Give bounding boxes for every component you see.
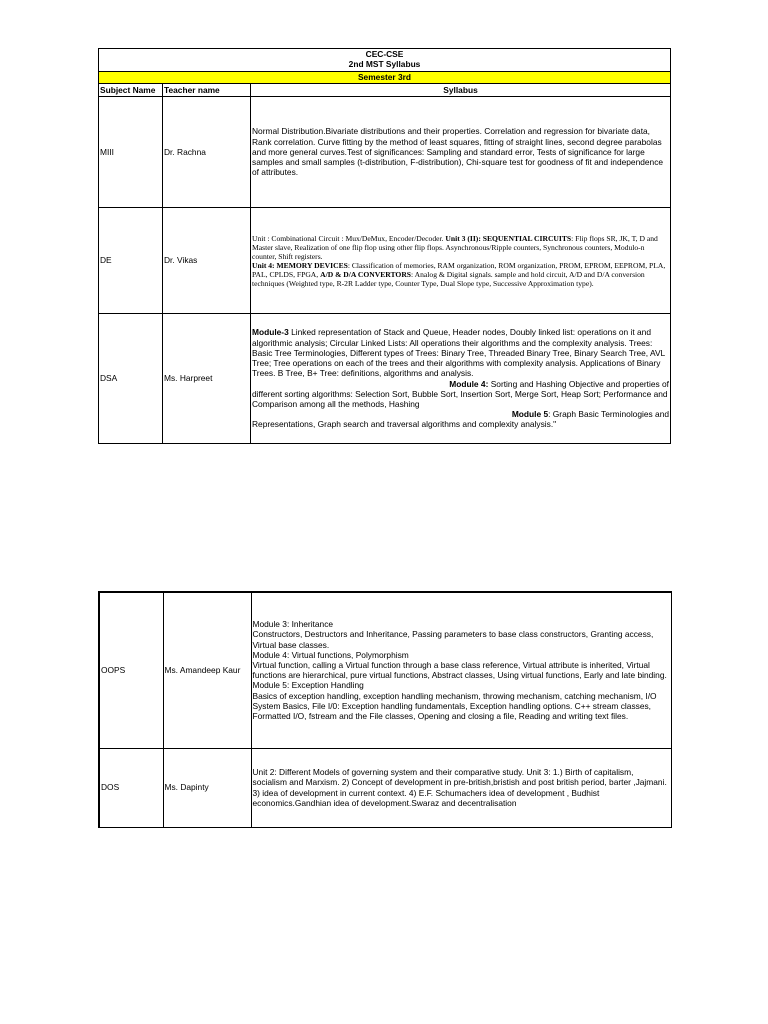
teacher-cell: Ms. Dapinty — [163, 748, 251, 827]
table-row — [99, 208, 671, 314]
syllabus-header: Syllabus — [251, 84, 671, 97]
module-line: Virtual function, calling a Virtual function through a base class reference, Virtual attribute is inherited, Virtual functions are hierarchical, pure virtual functions, Abstract classes, Using virtual functions, Early and late binding. — [252, 660, 667, 681]
module-line: Basics of exception handling, exception handling mechanism, throwing mechanism, catching mechanism, I/O System Basics, File I/0: Exception handling fundamentals, Exception handling options. C++ stream classes, Formatted I/O, fstream and the File classes, Opening and closing a file, Reading and writing text files. — [252, 690, 657, 722]
syllabus-text: : Graph Basic Terminologies and — [548, 409, 670, 420]
teacher-cell: Dr. Vikas — [163, 208, 251, 314]
syllabus-text: Representations, Graph search and traversal algorithms and complexity analysis." — [252, 419, 557, 430]
table-row — [99, 592, 671, 748]
title-row — [99, 49, 671, 72]
column-header-row — [99, 84, 671, 97]
syllabus-table-continued — [98, 591, 672, 828]
table-row — [99, 97, 671, 208]
syllabus-cell: Unit 2: Different Models of governing system and their comparative study. Unit 3: 1.) Birth of capitalism, socialism and Marxism. 2) Concept of development in pre-british,bristish and post british period, barter ,Jajmani. 3) idea of development in current context. 4) E.F. Schumachers idea of development , Budhist economics.Gandhian idea of development.Swaraz and decentralisation — [251, 748, 671, 827]
semester-row — [99, 72, 671, 84]
teacher-cell: Ms. Harpreet — [163, 314, 251, 444]
syllabus-text: different sorting algorithms: Selection Sort, Bubble Sort, Insertion Sort, Merge Sort, Heap Sort; Performance and Comparison among all the methods, Hashing — [252, 388, 668, 409]
subject-name-header: Subject Name — [99, 84, 163, 97]
syllabus-cell — [251, 208, 671, 314]
teacher-name-header: Teacher name — [163, 84, 251, 97]
module-line: Constructors, Destructors and Inheritance, Passing parameters to base class constructors, Granting access, Virtual base classes. — [252, 629, 654, 650]
teacher-cell: Ms. Amandeep Kaur — [163, 592, 251, 748]
subject-cell: DSA — [99, 314, 163, 444]
module-heading: Module 4: — [449, 378, 489, 389]
subject-cell: OOPS — [99, 592, 163, 748]
org-title: CEC-CSE — [365, 49, 404, 59]
unit-heading: Unit 3 (II): SEQUENTIAL CIRCUITS — [445, 233, 572, 243]
syllabus-table — [98, 48, 671, 444]
module-line: Module 4: Virtual functions, Polymorphism — [252, 649, 409, 660]
syllabus-text: : Classification of memories, RAM organization, ROM organization, PROM, EPROM, EEPROM, PLA, PAL, CPLDS, FPGA, — [252, 260, 666, 279]
syllabus-cell — [251, 592, 671, 748]
module-4-line — [252, 379, 669, 389]
module-heading: Module-3 — [252, 327, 289, 338]
subject-cell: MIII — [99, 97, 163, 208]
unit-heading: A/D & D/A CONVERTORS — [320, 269, 412, 279]
subject-cell: DOS — [99, 748, 163, 827]
mst-subtitle: 2nd MST Syllabus — [348, 58, 421, 69]
teacher-cell: Dr. Rachna — [163, 97, 251, 208]
table-row — [99, 314, 671, 444]
syllabus-cell: Normal Distribution.Bivariate distributions and their properties. Correlation and regression for bivariate data, Rank correlation. Curve fitting by the method of least squares, fitting of straight lines, second degree parabolas and more general curves.Test of significances: Sampling and standard error, Tests of significance for large samples and small samples (t-distribution, F-distribution), Chi-square test for goodness of fit and independence of attributes. — [251, 97, 671, 208]
title-cell — [99, 49, 671, 72]
semester-label: Semester 3rd — [99, 72, 671, 84]
syllabus-cell — [251, 314, 671, 444]
table-row — [99, 748, 671, 827]
module-heading: Module 5 — [511, 409, 549, 420]
syllabus-text: Unit : Combinational Circuit : Mux/DeMux, Encoder/Decoder. — [252, 233, 446, 243]
subject-cell: DE — [99, 208, 163, 314]
syllabus-text: : Analog & Digital signals. sample and hold circuit, A/D and D/A conversion techniques (Weighted type, R-2R Ladder type, Counter Type, Dual Slope type, Successive Approximation type). — [252, 269, 645, 288]
syllabus-text: Linked representation of Stack and Queue, Header nodes, Doubly linked list: operations on it and algorithmic analysis; Circular Linked Lists: All operations their algorithms and the complexity analysis. Trees: Basic Tree Terminologies, Different types of Trees: Binary Tree, Threaded Binary Tree, Binary Search Tree, AVL Tree; Tree operations on each of the trees and their algorithms with complexity analysis. Applications of Binary Trees. B Tree, B+ Tree: definitions, algorithms and analysis. — [252, 327, 665, 379]
module-5-line — [252, 409, 669, 419]
syllabus-text: Sorting and Hashing Objective and properties of — [488, 378, 670, 389]
unit-heading: Unit 4: MEMORY DEVICES — [252, 260, 348, 270]
module-line: Module 3: Inheritance — [252, 619, 334, 630]
module-line: Module 5: Exception Handling — [252, 680, 364, 691]
syllabus-text: : Flip flops SR, JK, T, D and Master slave, Realization of one flip flop using other flip flops. Asynchronous/Ripple counters, Synchronous counters, Modulo-n counter, Shift registers. — [252, 233, 658, 261]
